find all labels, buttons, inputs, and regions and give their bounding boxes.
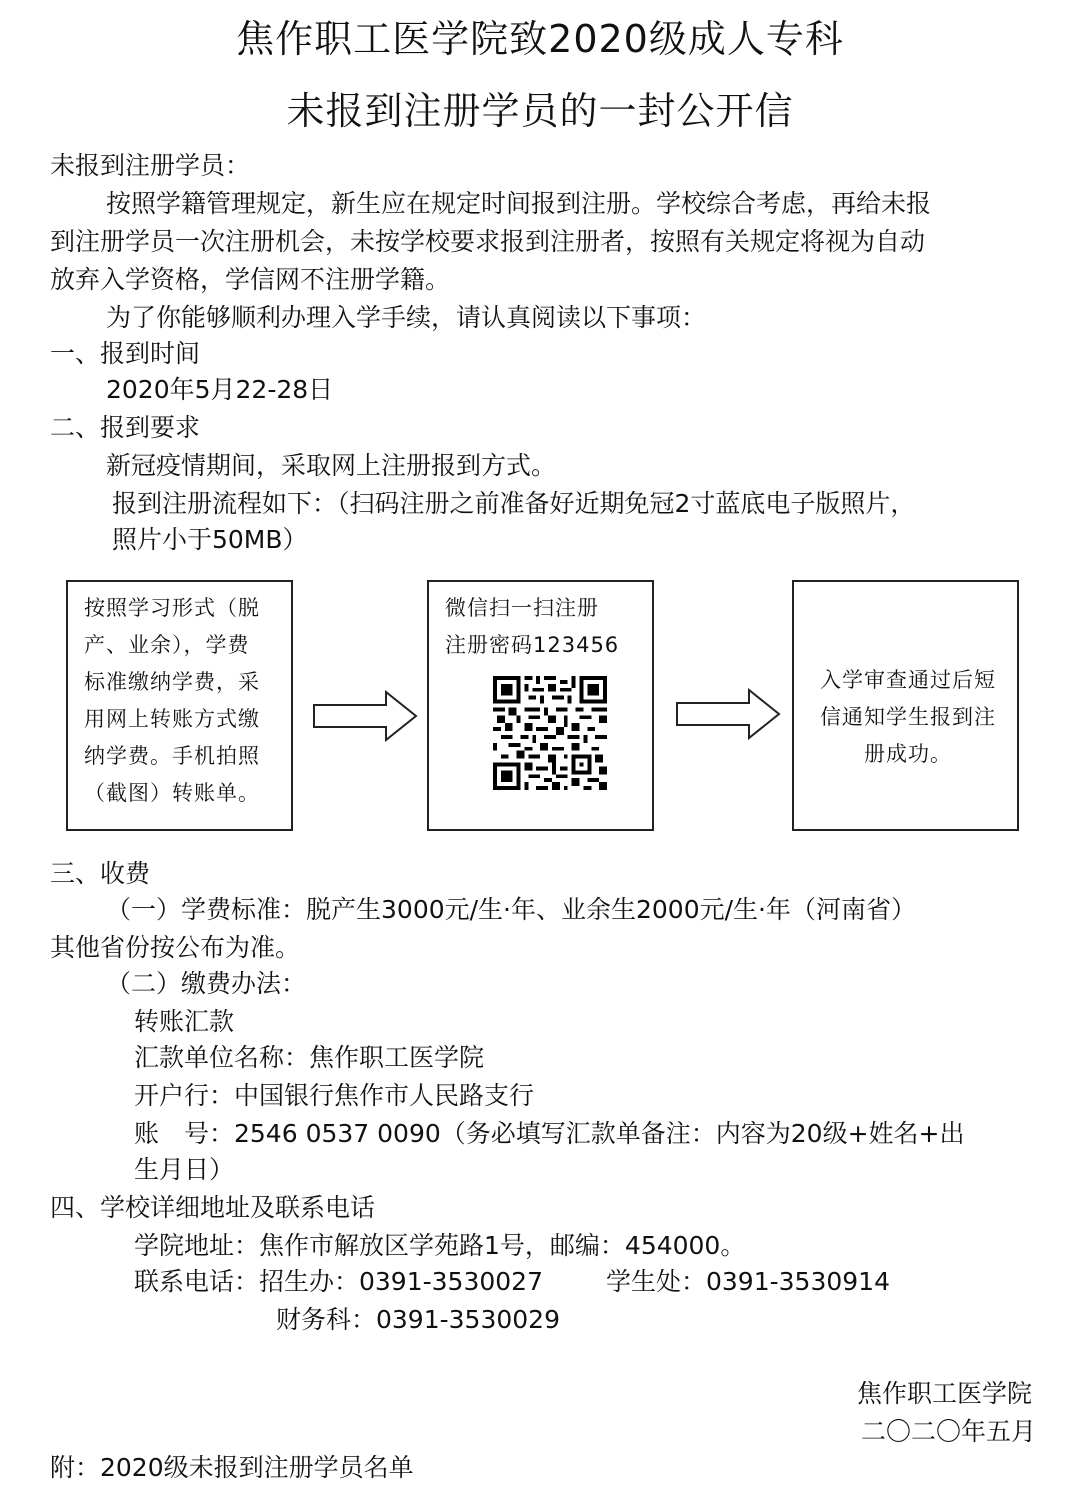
phone-student-affairs: 学生处：0391-3530914 (606, 1267, 890, 1296)
signature-organization: 焦作职工医学院 (856, 1379, 1032, 1408)
section2-line3: 照片小于50MB） (112, 525, 308, 554)
flow-step-sms-confirmation (792, 580, 1019, 831)
payment-method-heading: （二）缴费办法： (106, 969, 307, 998)
payee-name: 汇款单位名称：焦作职工医学院 (134, 1043, 485, 1072)
right-arrow-icon (675, 688, 785, 740)
qr-code-icon[interactable] (491, 676, 609, 790)
account-number-line1: 账 号：2546 0537 0090（务必填写汇款单备注：内容为20级+姓名+出 (134, 1119, 965, 1148)
section2-line2: 报到注册流程如下：（扫码注册之前准备好近期免冠2寸蓝底电子版照片， (112, 489, 916, 518)
section2-line1: 新冠疫情期间，采取网上注册报到方式。 (106, 451, 557, 480)
intro-paragraph-line2: 到注册学员一次注册机会，未按学校要求报到注册者，按照有关规定将视为自动 (50, 227, 926, 256)
account-number-line2: 生月日） (134, 1155, 235, 1184)
step3-line: 入学审查通过后短 (820, 668, 996, 692)
section1-heading: 一、报到时间 (50, 339, 201, 368)
step1-line: 按照学习形式（脱 (84, 596, 260, 620)
section3-heading: 三、收费 (50, 859, 151, 888)
step3-line: 册成功。 (864, 742, 952, 766)
attachment-note[interactable]: 附：2020级未报到注册学员名单 (50, 1453, 414, 1482)
signature-date: 二〇二〇年五月 (860, 1417, 1036, 1446)
phone-admissions: 联系电话：招生办：0391-3530027 (134, 1267, 543, 1296)
salutation: 未报到注册学员： (50, 151, 251, 180)
step1-line: 纳学费。手机拍照 (84, 744, 260, 768)
step1-line: 用网上转账方式缴 (84, 707, 260, 731)
registration-date: 2020年5月22-28日 (106, 375, 334, 404)
step1-line: （截图）转账单。 (84, 781, 260, 805)
phone-finance: 财务科：0391-3530029 (276, 1305, 560, 1334)
section2-heading: 二、报到要求 (50, 413, 201, 442)
flow-step-payment (66, 580, 293, 831)
intro-paragraph-line1: 按照学籍管理规定，新生应在规定时间报到注册。学校综合考虑，再给未报 (106, 189, 932, 218)
right-arrow-icon (312, 690, 422, 742)
tuition-standard-line2: 其他省份按公布为准。 (50, 933, 301, 962)
school-address: 学院地址：焦作市解放区学苑路1号，邮编：454000。 (134, 1231, 746, 1260)
document-title-line1: 焦作职工医学院致2020级成人专科 (236, 17, 844, 61)
document-title-line2: 未报到注册学员的一封公开信 (286, 89, 794, 133)
intro-paragraph2: 为了你能够顺利办理入学手续，请认真阅读以下事项： (106, 303, 707, 332)
step1-line: 产、业余），学费 (84, 633, 250, 657)
wechat-scan-text: 微信扫一扫注册 (445, 596, 599, 620)
step3-line: 信通知学生报到注 (820, 705, 996, 729)
tuition-standard-line1: （一）学费标准：脱产生3000元/生·年、业余生2000元/生·年（河南省） (106, 895, 916, 924)
register-password-text: 注册密码123456 (445, 633, 620, 657)
intro-paragraph-line3: 放弃入学资格，学信网不注册学籍。 (50, 265, 451, 294)
flow-step-wechat-register (427, 580, 654, 831)
payment-method: 转账汇款 (134, 1007, 235, 1036)
bank-name: 开户行：中国银行焦作市人民路支行 (134, 1081, 535, 1110)
section4-heading: 四、学校详细地址及联系电话 (50, 1193, 376, 1222)
step1-line: 标准缴纳学费，采 (84, 670, 260, 694)
